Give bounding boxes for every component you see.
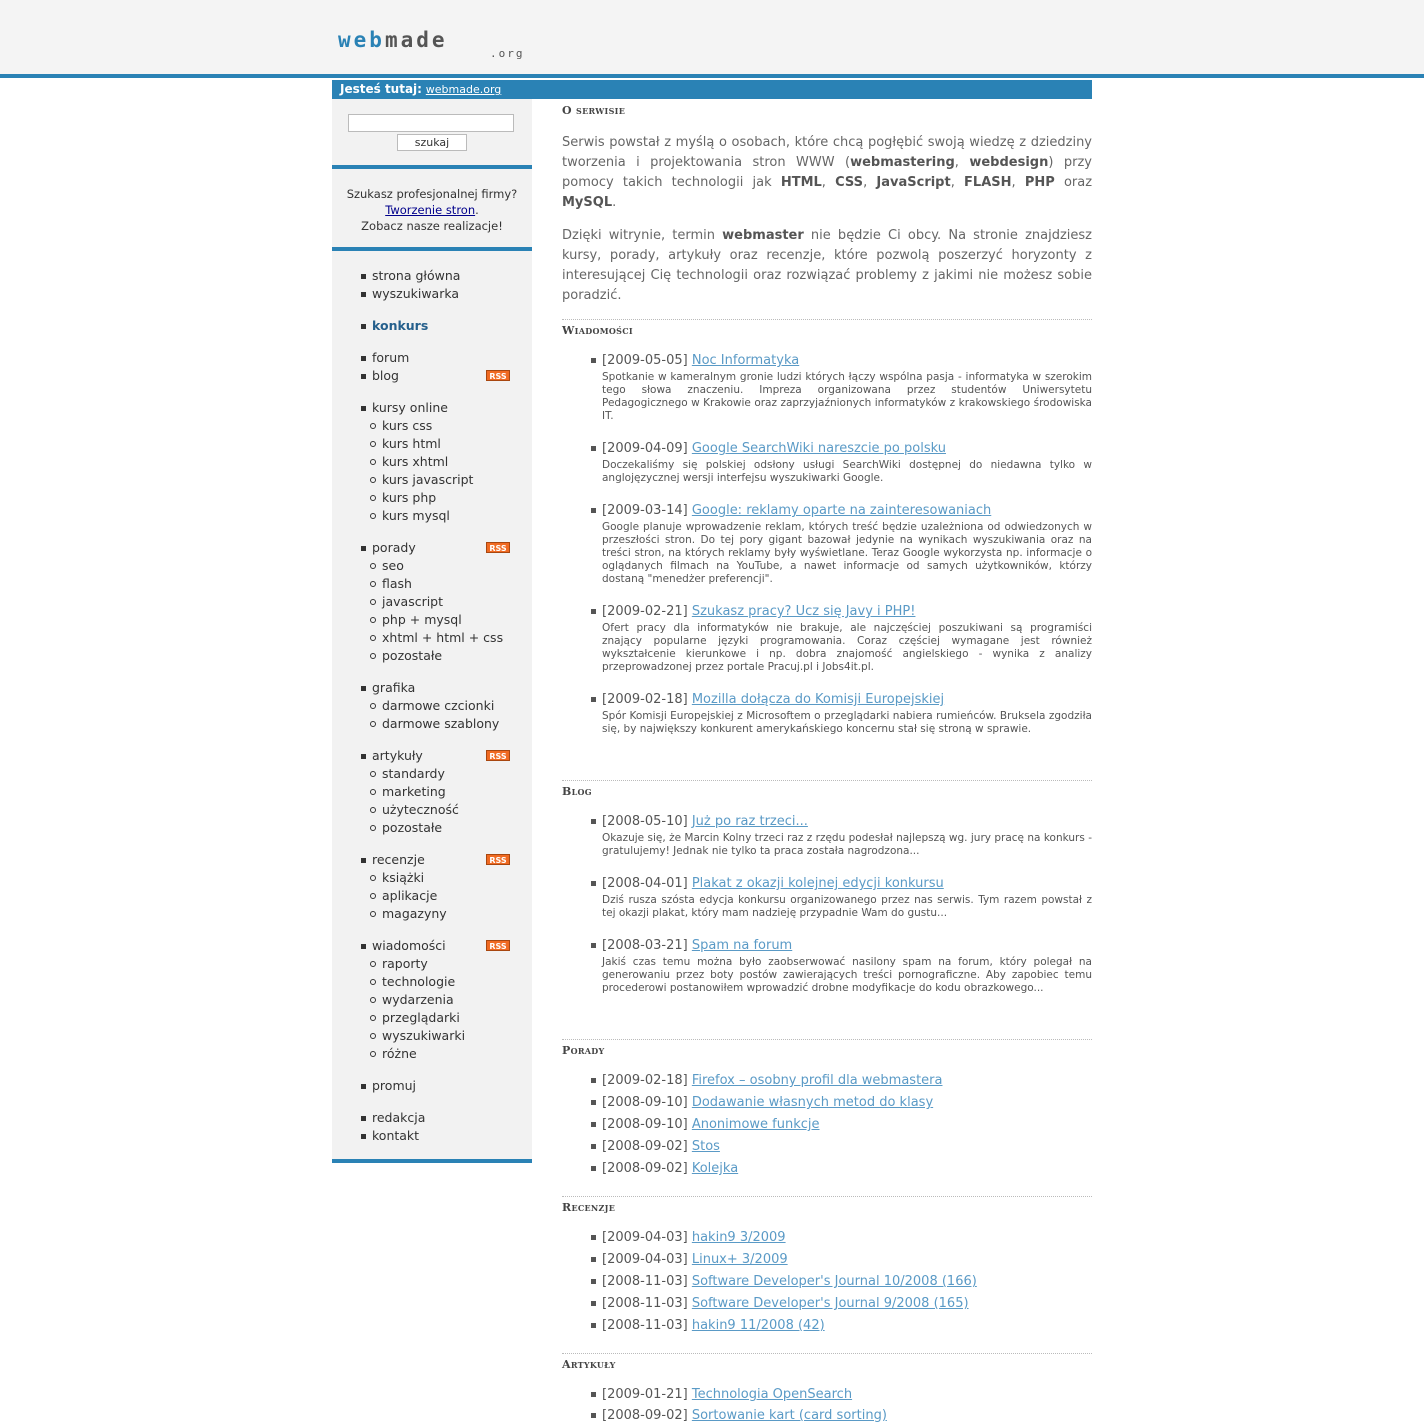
- news-desc: Spotkanie w kameralnym gronie ludzi których łączy wspólna pasja - informatyka w szerokim tego słowa znaczeniu. Impreza organizowana przez studentów Uniwersytetu Pedagogicznego w Krakowie oraz zaprzyjaźnionych informatyków z krakowskiego środowiska IT.: [602, 371, 1092, 422]
- logo-part1: web: [338, 28, 385, 52]
- circle-bullet-icon: [370, 703, 376, 709]
- porady-head: [602, 1116, 820, 1134]
- section-title-o-serwisie: O serwisie: [562, 104, 626, 117]
- bullet-icon: [591, 943, 596, 948]
- blog-head: [602, 875, 944, 893]
- about-text: Dzięki witrynie, termin: [562, 228, 723, 243]
- site-logo[interactable]: [338, 28, 538, 64]
- nav-label: użyteczność: [382, 802, 459, 817]
- about-text: ,: [1011, 175, 1025, 190]
- recenzje-head: [602, 1273, 977, 1291]
- recenzje-link[interactable]: hakin9 11/2008 (42): [691, 1318, 825, 1333]
- artykuly-link[interactable]: Technologia OpenSearch: [691, 1387, 853, 1402]
- about-keyword: JavaScript: [876, 175, 951, 190]
- nav-label: recenzje: [372, 852, 425, 867]
- nav-label: kurs javascript: [382, 472, 474, 487]
- bullet-icon: [591, 508, 596, 513]
- circle-bullet-icon: [370, 477, 376, 483]
- about-text: ,: [863, 175, 877, 190]
- blog-link[interactable]: Już po raz trzeci...: [691, 814, 808, 829]
- circle-bullet-icon: [370, 721, 376, 727]
- porady-link[interactable]: Firefox – osobny profil dla webmastera: [691, 1073, 943, 1088]
- nav-label: wydarzenia: [382, 992, 454, 1007]
- bullet-icon: [361, 406, 366, 411]
- bullet-icon: [361, 754, 366, 759]
- porady-date: [2008-09-02]: [602, 1139, 688, 1154]
- nav-wiadomosci[interactable]: [332, 937, 532, 955]
- search-button[interactable]: szukaj: [397, 134, 467, 151]
- circle-bullet-icon: [370, 979, 376, 985]
- bullet-icon: [591, 1166, 596, 1171]
- artykuly-link[interactable]: Sortowanie kart (card sorting): [691, 1408, 887, 1423]
- about-keyword: CSS: [835, 175, 864, 190]
- bullet-icon: [591, 881, 596, 886]
- nav-label: redakcja: [372, 1110, 426, 1125]
- logo-wordmark: [338, 28, 448, 52]
- rss-icon[interactable]: RSS: [486, 542, 510, 553]
- bullet-icon: [591, 358, 596, 363]
- section-divider: [562, 1353, 1092, 1354]
- bullet-icon: [361, 356, 366, 361]
- bullet-icon: [591, 697, 596, 702]
- site-header: [0, 0, 1424, 74]
- nav-label: strona główna: [372, 268, 461, 283]
- about-paragraph-2: [562, 226, 1092, 306]
- circle-bullet-icon: [370, 893, 376, 899]
- recenzje-link[interactable]: Software Developer's Journal 9/2008 (165): [691, 1296, 969, 1311]
- news-desc: Spór Komisji Europejskiej z Microsoftem o przeglądarki nabiera rumieńców. Bruksela zgodziła się, by największy konkurent amerykańskiego koncernu stał się stroną w sprawie.: [602, 710, 1092, 735]
- section-title-recenzje: Recenzje: [562, 1201, 616, 1214]
- nav-label: grafika: [372, 680, 416, 695]
- circle-bullet-icon: [370, 875, 376, 881]
- bullet-icon: [591, 1279, 596, 1284]
- porady-date: [2009-02-18]: [602, 1073, 688, 1088]
- circle-bullet-icon: [370, 459, 376, 465]
- porady-link[interactable]: Kolejka: [691, 1161, 739, 1176]
- section-divider: [562, 1196, 1092, 1197]
- nav-label: technologie: [382, 974, 456, 989]
- porady-head: [602, 1138, 720, 1156]
- recenzje-date: [2008-11-03]: [602, 1318, 688, 1333]
- nav-label: kurs xhtml: [382, 454, 449, 469]
- news-date: [2009-05-05]: [602, 353, 688, 368]
- bullet-icon: [361, 944, 366, 949]
- circle-bullet-icon: [370, 635, 376, 641]
- nav-label: javascript: [382, 594, 444, 609]
- blog-desc: Okazuje się, że Marcin Kolny trzeci raz z rzędu podesłał najlepszą wg. jury pracę na konkurs - gratulujemy! Jednak nie tylko ta praca została nagrodzona...: [602, 832, 1092, 857]
- porady-link[interactable]: Anonimowe funkcje: [691, 1117, 820, 1132]
- bullet-icon: [591, 1392, 596, 1397]
- circle-bullet-icon: [370, 495, 376, 501]
- artykuly-date: [2009-01-21]: [602, 1387, 688, 1402]
- promo-line3: Zobacz nasze realizacje!: [361, 219, 503, 233]
- recenzje-date: [2009-04-03]: [602, 1252, 688, 1267]
- promo-line1: Szukasz profesjonalnej firmy?: [346, 187, 518, 201]
- bullet-icon: [361, 292, 366, 297]
- news-date: [2009-02-18]: [602, 692, 688, 707]
- porady-link[interactable]: Dodawanie własnych metod do klasy: [691, 1095, 934, 1110]
- nav-label: flash: [382, 576, 412, 591]
- news-link[interactable]: Szukasz pracy? Ucz się Javy i PHP!: [691, 604, 916, 619]
- nav-label: raporty: [382, 956, 428, 971]
- recenzje-link[interactable]: hakin9 3/2009: [691, 1230, 786, 1245]
- blog-head: [602, 937, 792, 955]
- circle-bullet-icon: [370, 513, 376, 519]
- artykuly-date: [2008-09-02]: [602, 1408, 688, 1423]
- nav-label: pozostałe: [382, 648, 443, 663]
- nav-artykuly[interactable]: [332, 747, 532, 765]
- nav-label: seo: [382, 558, 404, 573]
- nav-label: kurs mysql: [382, 508, 450, 523]
- nav-label: magazyny: [382, 906, 447, 921]
- news-desc: Ofert pracy dla informatyków nie brakuje, ale najczęściej poszukiwani są programiści znający popularne języki programowania. Coraz częściej wymagane jest również wykształcenie kierunkowe i np. dobra znajomość angielskiego - wynika z analizy przeprowadzonej przez portale Pracuj.pl i Jobs4it.pl.: [602, 622, 1092, 673]
- search-input[interactable]: [348, 114, 514, 132]
- bullet-icon: [591, 1301, 596, 1306]
- circle-bullet-icon: [370, 617, 376, 623]
- nav-recenzje[interactable]: [332, 851, 532, 869]
- section-title-wiadomosci: Wiadomości: [562, 324, 633, 337]
- recenzje-date: [2008-11-03]: [602, 1274, 688, 1289]
- recenzje-date: [2008-11-03]: [602, 1296, 688, 1311]
- recenzje-head: [602, 1295, 969, 1313]
- recenzje-link[interactable]: Software Developer's Journal 10/2008 (166): [691, 1274, 977, 1289]
- nav-label: kontakt: [372, 1128, 420, 1143]
- nav-label: kurs html: [382, 436, 441, 451]
- bullet-icon: [361, 1134, 366, 1139]
- news-link[interactable]: Google SearchWiki nareszcie po polsku: [691, 441, 946, 456]
- bullet-icon: [361, 1116, 366, 1121]
- circle-bullet-icon: [370, 807, 376, 813]
- porady-date: [2008-09-02]: [602, 1161, 688, 1176]
- about-keyword: webdesign: [969, 155, 1049, 170]
- news-link[interactable]: Noc Informatyka: [691, 353, 800, 368]
- circle-bullet-icon: [370, 1015, 376, 1021]
- bullet-icon: [361, 1084, 366, 1089]
- bullet-icon: [361, 686, 366, 691]
- section-title-blog: Blog: [562, 785, 592, 798]
- sidebar-divider: [332, 247, 532, 251]
- nav-blog[interactable]: [332, 367, 532, 385]
- section-divider: [562, 1039, 1092, 1040]
- nav-label: konkurs: [372, 318, 429, 333]
- nav-label: przeglądarki: [382, 1010, 460, 1025]
- blog-desc: Jakiś czas temu można było zaobserwować nasilony spam na forum, który polegał na generowaniu przez boty postów zawierających treści pornograficzne. Aby zapobiec temu procederowi postanowiłem wprowadzić drobne modyfikacje do kodu obrazkowego...: [602, 956, 1092, 994]
- breadcrumb: [332, 80, 1092, 99]
- header-accent-line: [0, 74, 1424, 78]
- nav-label: książki: [382, 870, 425, 885]
- circle-bullet-icon: [370, 599, 376, 605]
- news-date: [2009-04-09]: [602, 441, 688, 456]
- news-date: [2009-02-21]: [602, 604, 688, 619]
- bullet-icon: [591, 1235, 596, 1240]
- bullet-icon: [591, 1122, 596, 1127]
- about-text: ) przy pomocy takich technologii jak: [562, 155, 1092, 190]
- about-keyword: MySQL: [562, 195, 613, 210]
- promo-link[interactable]: Tworzenie stron: [385, 203, 476, 217]
- nav-label: artykuły: [372, 748, 423, 763]
- blog-date: [2008-04-01]: [602, 876, 688, 891]
- blog-link[interactable]: Spam na forum: [691, 938, 793, 953]
- news-head: [602, 691, 944, 709]
- nav-label: kursy online: [372, 400, 448, 415]
- recenzje-head: [602, 1317, 825, 1335]
- nav-label: wiadomości: [372, 938, 446, 953]
- porady-link[interactable]: Stos: [691, 1139, 720, 1154]
- about-text: ,: [954, 155, 970, 170]
- logo-part2: made: [384, 28, 448, 52]
- nav-label: kurs php: [382, 490, 437, 505]
- circle-bullet-icon: [370, 961, 376, 967]
- nav-label: blog: [372, 368, 399, 383]
- circle-bullet-icon: [370, 771, 376, 777]
- news-date: [2009-03-14]: [602, 503, 688, 518]
- porady-head: [602, 1160, 738, 1178]
- circle-bullet-icon: [370, 423, 376, 429]
- sidebar-divider: [332, 165, 532, 169]
- artykuly-head: [602, 1407, 887, 1425]
- bullet-icon: [591, 1323, 596, 1328]
- about-keyword: HTML: [780, 175, 822, 190]
- circle-bullet-icon: [370, 581, 376, 587]
- rss-icon[interactable]: RSS: [486, 750, 510, 761]
- news-head: [602, 502, 991, 520]
- nav-porady[interactable]: [332, 539, 532, 557]
- about-text: oraz: [1054, 175, 1093, 190]
- about-keyword: PHP: [1024, 175, 1055, 190]
- circle-bullet-icon: [370, 1033, 376, 1039]
- bullet-icon: [591, 446, 596, 451]
- nav-label: wyszukiwarka: [372, 286, 460, 301]
- news-desc: Doczekaliśmy się polskiej odsłony usługi SearchWiki dostępnej do niedawna tylko w anglojęzycznej wersji interfejsu wyszukiwarki Google.: [602, 459, 1092, 484]
- bullet-icon: [591, 1078, 596, 1083]
- circle-bullet-icon: [370, 825, 376, 831]
- circle-bullet-icon: [370, 441, 376, 447]
- bullet-icon: [361, 324, 366, 329]
- promo-link-suffix: .: [475, 203, 479, 217]
- artykuly-head: [602, 1386, 852, 1404]
- bullet-icon: [591, 1413, 596, 1418]
- nav-label: różne: [382, 1046, 417, 1061]
- nav-label: php + mysql: [382, 612, 462, 627]
- nav-label: marketing: [382, 784, 446, 799]
- porady-head: [602, 1094, 933, 1112]
- sidebar-divider: [332, 1159, 532, 1163]
- circle-bullet-icon: [370, 1051, 376, 1057]
- breadcrumb-home-link[interactable]: webmade.org: [425, 83, 502, 96]
- rss-icon[interactable]: RSS: [486, 370, 510, 381]
- bullet-icon: [361, 546, 366, 551]
- nav-label: wyszukiwarki: [382, 1028, 466, 1043]
- circle-bullet-icon: [370, 563, 376, 569]
- bullet-icon: [591, 1144, 596, 1149]
- porady-date: [2008-09-10]: [602, 1095, 688, 1110]
- section-divider: [562, 780, 1092, 781]
- recenzje-link[interactable]: Linux+ 3/2009: [691, 1252, 788, 1267]
- about-text: .: [612, 195, 617, 210]
- bullet-icon: [591, 819, 596, 824]
- circle-bullet-icon: [370, 911, 376, 917]
- section-title-porady: Porady: [562, 1044, 605, 1057]
- bullet-icon: [361, 274, 366, 279]
- bullet-icon: [591, 1100, 596, 1105]
- news-desc: Google planuje wprowadzenie reklam, których treść będzie uzależniona od odwiedzonych w przeszłości stron. Do tej pory gigant bazował jedynie na wynikach wyszukiwania oraz na treści stron, na których reklamy były wyświetlane. Teraz Google wykorzysta np. informacje o oglądanych filmach na YouTube, a nawet informacje od samych użytkowników, którzy dostaną "menedżer preferencji".: [602, 521, 1092, 585]
- bullet-icon: [361, 374, 366, 379]
- nav-label: darmowe szablony: [382, 716, 500, 731]
- news-head: [602, 440, 946, 458]
- blog-desc: Dziś rusza szósta edycja konkursu organizowanego przez nas serwis. Tym razem powstał z tej okazji plakat, który mam nadzieję przypadnie Wam do gustu...: [602, 894, 1092, 919]
- about-keyword: webmastering: [850, 155, 955, 170]
- nav-label: kurs css: [382, 418, 433, 433]
- rss-icon[interactable]: RSS: [486, 854, 510, 865]
- nav-label: xhtml + html + css: [382, 630, 504, 645]
- blog-date: [2008-05-10]: [602, 814, 688, 829]
- circle-bullet-icon: [370, 789, 376, 795]
- about-keyword: FLASH: [964, 175, 1012, 190]
- recenzje-date: [2009-04-03]: [602, 1230, 688, 1245]
- news-head: [602, 603, 915, 621]
- about-text: ,: [821, 175, 836, 190]
- promo-line2: [332, 202, 532, 218]
- nav-label: darmowe czcionki: [382, 698, 495, 713]
- blog-date: [2008-03-21]: [602, 938, 688, 953]
- logo-tld: .org: [490, 47, 525, 60]
- recenzje-head: [602, 1251, 788, 1269]
- breadcrumb-label: Jesteś tutaj:: [340, 82, 422, 96]
- about-text: Serwis powstał z myślą o osobach, które chcą pogłębić swoją wiedzę z dziedziny tworzenia i projektowania stron WWW (: [562, 135, 1092, 170]
- news-link[interactable]: Google: reklamy oparte na zainteresowaniach: [691, 503, 992, 518]
- about-text: nie będzie Ci obcy. Na stronie znajdziesz kursy, porady, artykuły oraz recenzje, które pozwolą poszerzyć horyzonty z interesującej Cię technologii oraz rozwiązać problemy z jakimi nie możesz sobie poradzić.: [562, 228, 1092, 303]
- circle-bullet-icon: [370, 997, 376, 1003]
- bullet-icon: [361, 858, 366, 863]
- bullet-icon: [591, 609, 596, 614]
- blog-link[interactable]: Plakat z okazji kolejnej edycji konkursu: [691, 876, 944, 891]
- section-title-artykuly: Artykuły: [562, 1358, 616, 1371]
- porady-date: [2008-09-10]: [602, 1117, 688, 1132]
- recenzje-head: [602, 1229, 786, 1247]
- news-head: [602, 352, 799, 370]
- section-divider: [562, 319, 1092, 320]
- about-text: ,: [950, 175, 965, 190]
- nav-label: aplikacje: [382, 888, 438, 903]
- news-link[interactable]: Mozilla dołącza do Komisji Europejskiej: [691, 692, 945, 707]
- about-paragraph-1: [562, 133, 1092, 213]
- promo-box: [332, 186, 532, 234]
- rss-icon[interactable]: RSS: [486, 940, 510, 951]
- nav-label: standardy: [382, 766, 445, 781]
- blog-head: [602, 813, 808, 831]
- bullet-icon: [591, 1257, 596, 1262]
- circle-bullet-icon: [370, 653, 376, 659]
- nav-label: pozostałe: [382, 820, 443, 835]
- nav-label: promuj: [372, 1078, 417, 1093]
- about-keyword: webmaster: [722, 228, 804, 243]
- nav-label: forum: [372, 350, 410, 365]
- nav-label: porady: [372, 540, 416, 555]
- porady-head: [602, 1072, 942, 1090]
